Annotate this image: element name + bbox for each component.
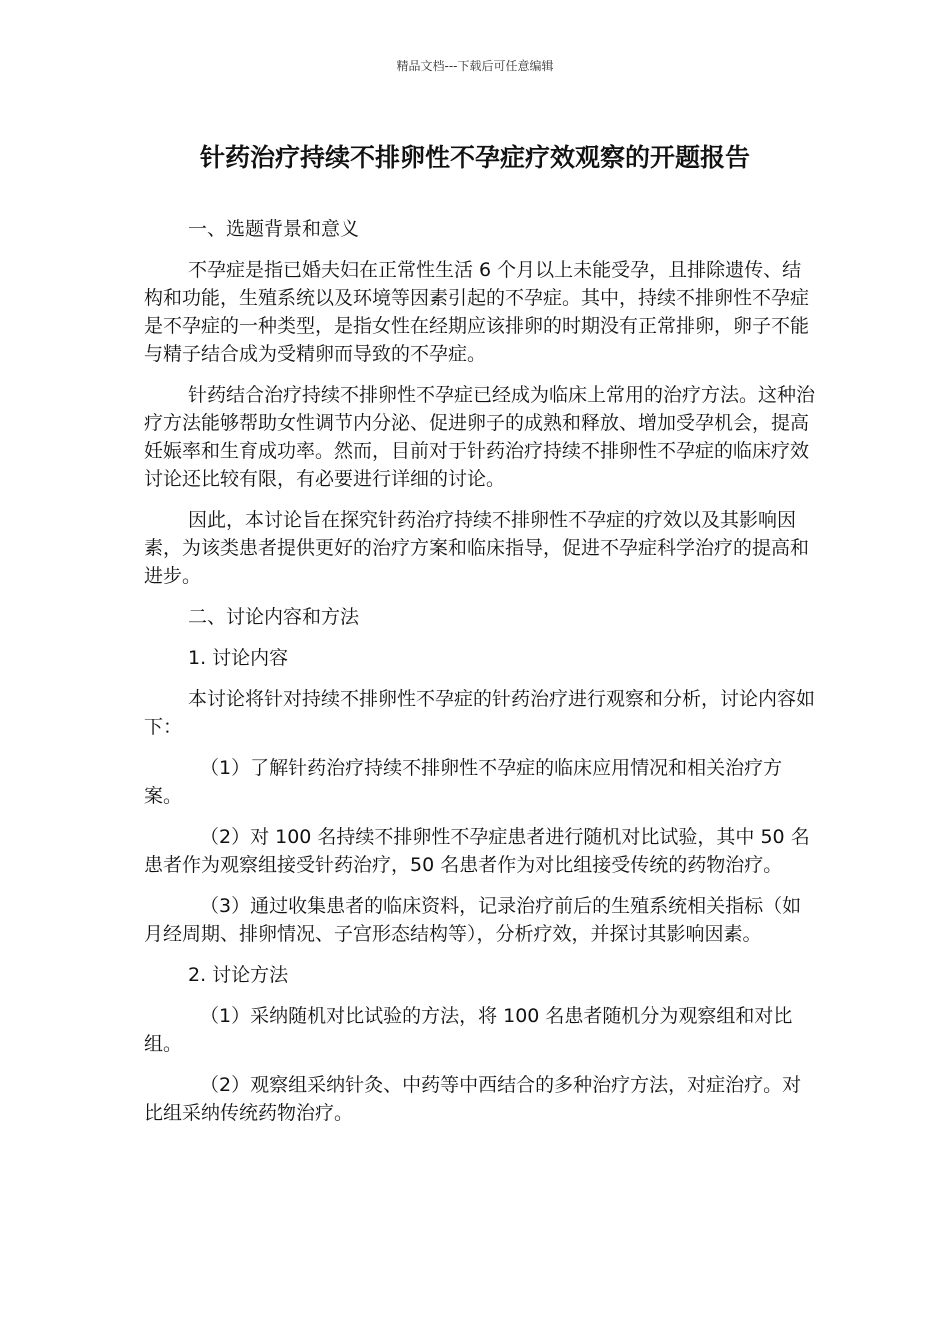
list-item-method-1: （1）采纳随机对比试验的方法，将 100 名患者随机分为观察组和对比组。 [144, 1005, 793, 1055]
list-item-content-1: （1）了解针药治疗持续不排卵性不孕症的临床应用情况和相关治疗方案。 [144, 757, 783, 807]
paragraph-purpose: 因此，本讨论旨在探究针药治疗持续不排卵性不孕症的疗效以及其影响因素，为该类患者提供更好的治疗方案和临床指导，促进不孕症科学治疗的提高和进步。 [144, 509, 810, 587]
paragraph-treatment: 针药结合治疗持续不排卵性不孕症已经成为临床上常用的治疗方法。这种治疗方法能够帮助女性调节内分泌、促进卵子的成熟和释放、增加受孕机会，提高妊娠率和生育成功率。然而，目前对于针药治疗持续不排卵性不孕症的临床疗效讨论还比较有限，有必要进行详细的讨论。 [144, 384, 816, 490]
list-item-content-3: （3）通过收集患者的临床资料，记录治疗前后的生殖系统相关指标（如月经周期、排卵情况、子宫形态结构等），分析疗效，并探讨其影响因素。 [144, 895, 802, 945]
list-item-method-2: （2）观察组采纳针灸、中药等中西结合的多种治疗方法，对症治疗。对比组采纳传统药物治疗。 [144, 1074, 802, 1124]
subheading-method: 2. 讨论方法 [188, 964, 289, 986]
subheading-content: 1. 讨论内容 [188, 647, 289, 669]
document-body [144, 215, 816, 1127]
list-item-content-2: （2）对 100 名持续不排卵性不孕症患者进行随机对比试验，其中 50 名患者作为观察组接受针药治疗，50 名患者作为对比组接受传统的药物治疗。 [144, 826, 810, 876]
header-note: 精品文档---下载后可任意编辑 [396, 59, 554, 73]
paragraph-definition: 不孕症是指已婚夫妇在正常性生活 6 个月以上未能受孕，且排除遗传、结构和功能，生殖系统以及环境等因素引起的不孕症。其中，持续不排卵性不孕症是不孕症的一种类型，是指女性在经期应该排卵的时期没有正常排卵，卵子不能与精子结合成为受精卵而导致的不孕症。 [144, 259, 810, 365]
section-heading-background: 一、选题背景和意义 [188, 218, 360, 240]
document-title: 针药治疗持续不排卵性不孕症疗效观察的开题报告 [199, 143, 750, 172]
section-heading-methods: 二、讨论内容和方法 [188, 606, 360, 628]
paragraph-content-intro: 本讨论将针对持续不排卵性不孕症的针药治疗进行观察和分析，讨论内容如下： [144, 688, 816, 738]
